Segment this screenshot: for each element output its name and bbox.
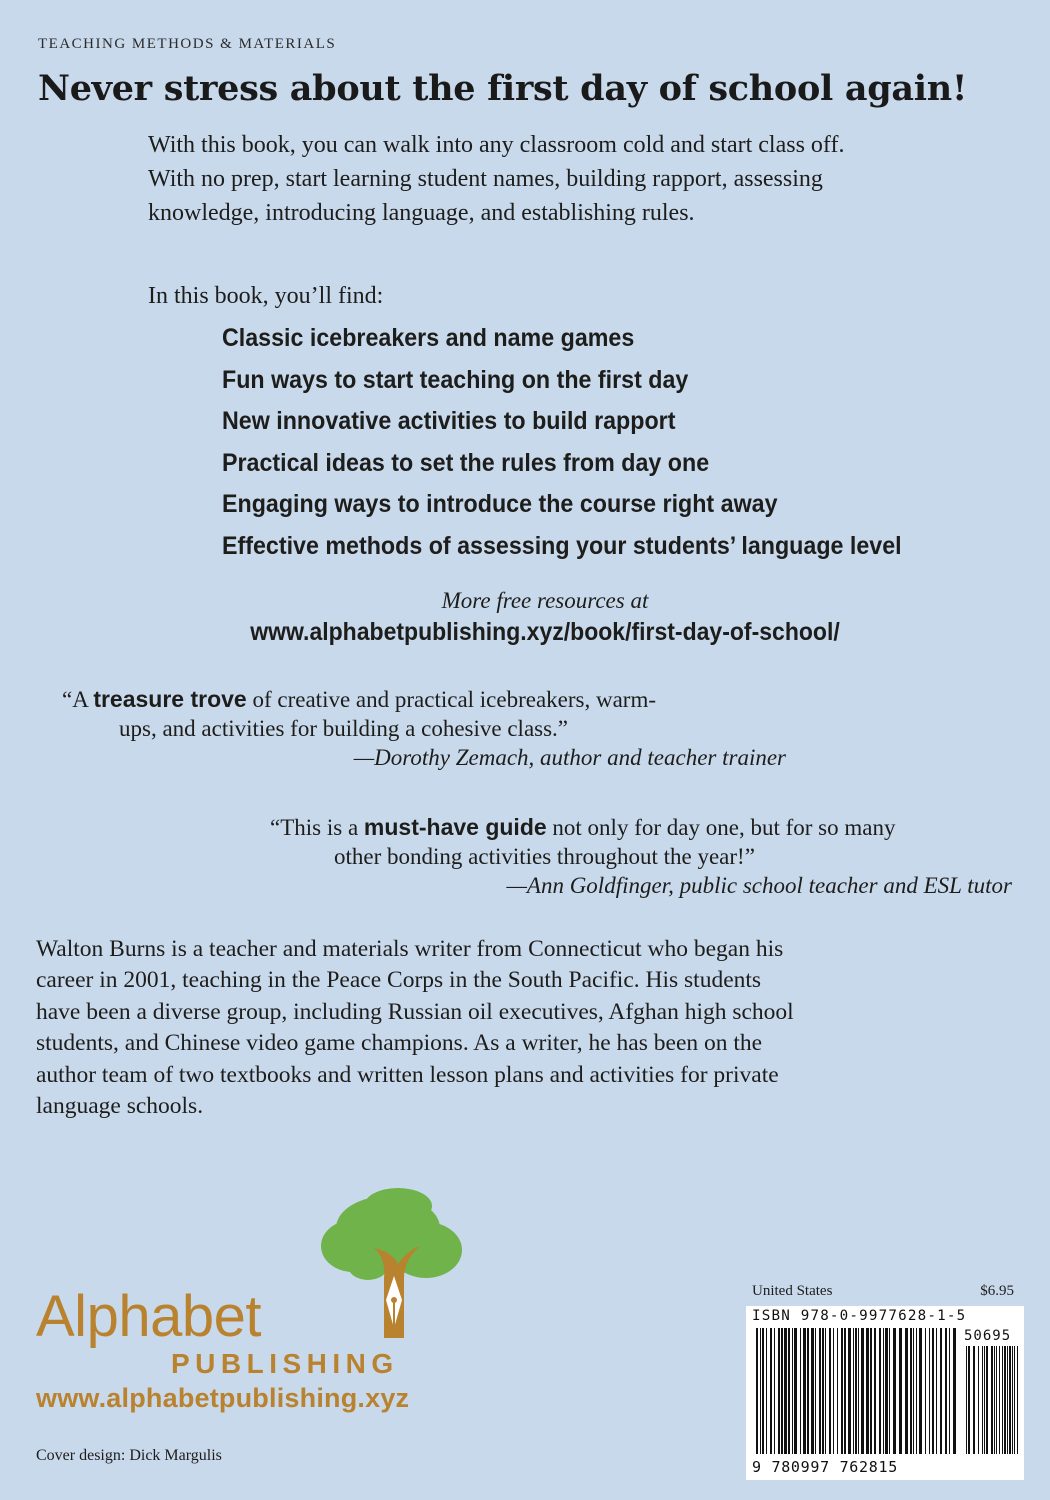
barcode-addon-bar [1007, 1346, 1008, 1454]
barcode-addon: 50695 [964, 1328, 1012, 1344]
barcode-bar [800, 1328, 801, 1454]
feature-item: New innovative activities to build rapport [222, 407, 676, 436]
barcode-bar [870, 1328, 872, 1454]
barcode-bar [784, 1328, 787, 1454]
price-country: United States [752, 1283, 833, 1299]
tree-pen-icon [308, 1188, 468, 1338]
feature-item: Classic icebreakers and name games [222, 324, 635, 352]
barcode-bar [883, 1328, 884, 1454]
barcode-bar [874, 1328, 876, 1454]
barcode-bar [792, 1328, 793, 1454]
barcode-bar [844, 1328, 846, 1454]
barcode-bar [848, 1328, 851, 1454]
barcode-bar [910, 1328, 912, 1454]
quote-open: “This is a [270, 815, 364, 840]
barcode-bar [762, 1328, 764, 1454]
feature-item: Fun ways to start teaching on the first day [222, 365, 689, 394]
resources-lead: More free resources at [441, 588, 649, 613]
feature-item: Effective methods of assessing your students’ language level [222, 531, 902, 560]
author-bio: Walton Burns is a teacher and materials writer from Connecticut who began his career in 2001, teaching in the Peace Corps in the South Pacific. His students have been a diverse group, including Russian oil executives, Afghan high school students, and Chinese video game champions. As a writer, he has been on the author team of two textbooks and written lesson plans and activities for private language schools. [36, 936, 794, 1120]
barcode-addon-bar [973, 1346, 975, 1454]
barcode-addon-bar [984, 1346, 985, 1454]
barcode-bar [837, 1328, 838, 1454]
barcode-bar [825, 1328, 826, 1454]
barcode-bar [893, 1328, 896, 1454]
barcode-bar [815, 1328, 816, 1454]
barcode-bar [905, 1328, 908, 1454]
publisher-logo [36, 1188, 456, 1413]
barcode-bar [932, 1328, 934, 1454]
quote-open: “A [62, 687, 94, 712]
barcode-bar [889, 1328, 890, 1454]
barcode-bar [929, 1328, 930, 1454]
barcode-addon-bar [978, 1346, 979, 1454]
barcode-bar [766, 1328, 767, 1454]
quote-line-2: other bonding activities throughout the year!” [334, 844, 755, 869]
barcode-addon-bar [1014, 1346, 1015, 1454]
barcode-bar [953, 1328, 956, 1454]
barcode-bar [803, 1328, 806, 1454]
barcode-bar [858, 1328, 859, 1454]
barcode-addon-bar [1009, 1346, 1011, 1454]
cover-credit: Cover design: Dick Margulis [36, 1447, 222, 1464]
barcode-addon-bar [991, 1346, 993, 1454]
barcode-bar [781, 1328, 783, 1454]
category-label: TEACHING METHODS & MATERIALS [38, 36, 337, 52]
barcode-addon-bar [968, 1346, 970, 1454]
publisher-url[interactable]: www.alphabetpublishing.xyz [36, 1383, 410, 1413]
barcode-addon-bar [994, 1346, 995, 1454]
barcode-bar [774, 1328, 775, 1454]
barcode-bar [770, 1328, 772, 1454]
barcode-bar [788, 1328, 790, 1454]
barcode-bar [949, 1328, 950, 1454]
feature-item: Engaging ways to introduce the course right away [222, 490, 778, 519]
resources-block [0, 588, 1050, 647]
barcode-bar [794, 1328, 797, 1454]
barcode-addon-bar [1002, 1346, 1003, 1454]
barcode-addon-bar [982, 1346, 983, 1454]
barcode-addon-bar [986, 1346, 988, 1454]
barcode-bar [833, 1328, 834, 1454]
barcode-bar [822, 1328, 824, 1454]
quote-attribution: —Ann Goldfinger, public school teacher and ESL tutor [506, 873, 1012, 898]
features-lead: In this book, you’ll find: [148, 283, 384, 309]
resources-url[interactable]: www.alphabetpublishing.xyz/book/first-day-of-school/ [250, 618, 840, 646]
logo-wordmark: Alphabet [36, 1284, 261, 1349]
quote-line [62, 685, 762, 714]
logo-subtitle: PUBLISHING [171, 1348, 399, 1379]
quote-zemach [62, 685, 786, 772]
barcode-addon-bar [999, 1346, 1000, 1454]
barcode-bar [853, 1328, 854, 1454]
barcode-bar [913, 1328, 914, 1454]
barcode-bar [879, 1328, 881, 1454]
barcode-bar [936, 1328, 937, 1454]
barcode-bar [940, 1328, 942, 1454]
barcode-bar [919, 1328, 922, 1454]
barcode-bar [945, 1328, 947, 1454]
quote-emphasis: must-have guide [363, 814, 547, 840]
barcode-addon-bar [1004, 1346, 1006, 1454]
barcode-bar [778, 1328, 780, 1454]
barcode-addon-bar [1017, 1346, 1018, 1454]
price-amount: $6.95 [980, 1283, 1014, 1299]
barcode-bar [866, 1328, 869, 1454]
quote-attribution: —Dorothy Zemach, author and teacher trainer [353, 745, 786, 770]
barcode-bar [861, 1328, 864, 1454]
barcode-addon-bar [1012, 1346, 1013, 1454]
price-line [752, 1283, 1014, 1300]
barcode-bar [807, 1328, 809, 1454]
barcode-bar [829, 1328, 831, 1454]
barcode-bar [855, 1328, 857, 1454]
intro-paragraph: With this book, you can walk into any classroom cold and start class off. With no prep, start learning student names, building rapport, assessing knowledge, introducing language, and establishing rules. [148, 132, 845, 226]
barcode-ean: 9 780997 762815 [752, 1458, 898, 1476]
barcode-bar [841, 1328, 843, 1454]
quote-emphasis: treasure trove [93, 686, 247, 712]
quote-text: of creative and practical icebreakers, warm- [246, 687, 657, 712]
feature-item: Practical ideas to set the rules from day one [222, 448, 710, 477]
barcode-addon-bar [966, 1346, 967, 1454]
barcode-bar [760, 1328, 761, 1454]
features-list [222, 318, 902, 568]
quote-line [270, 813, 1020, 842]
barcode-addon-bar [996, 1346, 997, 1454]
barcode-bar [885, 1328, 888, 1454]
quote-text: not only for day one, but for so many [546, 815, 896, 840]
barcode-bar [916, 1328, 917, 1454]
barcode [746, 1306, 1024, 1480]
barcode-bar [756, 1328, 758, 1454]
isbn-text: ISBN 978-0-9977628-1-5 [752, 1308, 967, 1324]
barcode-bar [811, 1328, 814, 1454]
quote-line-2: ups, and activities for building a cohesive class.” [119, 716, 569, 741]
barcode-bar [899, 1328, 902, 1454]
barcode-bar [925, 1328, 926, 1454]
quote-goldfinger [270, 813, 1020, 900]
headline: Never stress about the first day of school again! [38, 68, 968, 109]
barcode-bar [819, 1328, 821, 1454]
